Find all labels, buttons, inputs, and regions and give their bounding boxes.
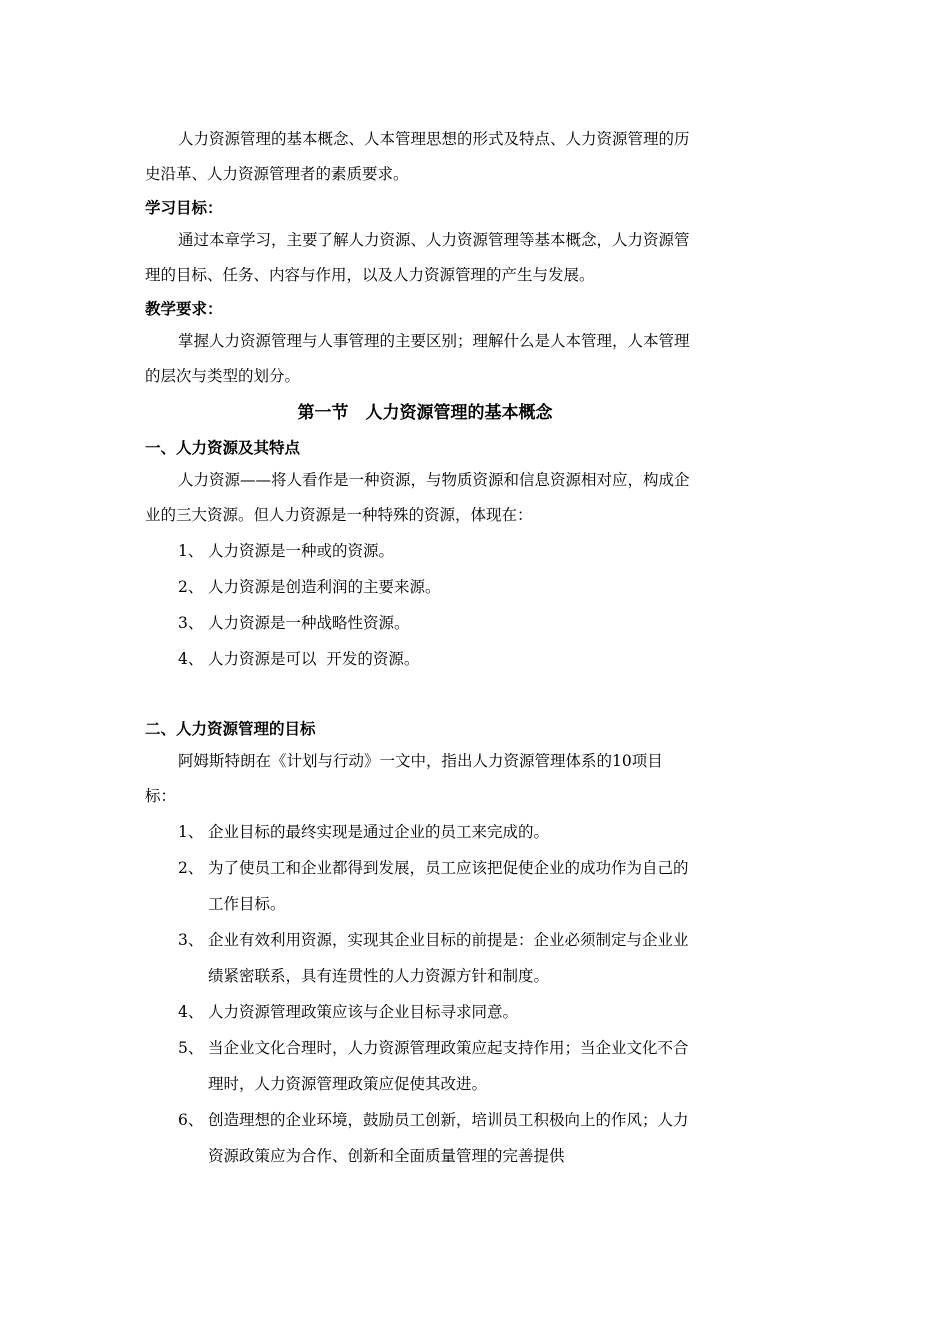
teaching-requirements-text: 掌握人力资源管理与人事管理的主要区别；理解什么是人本管理，人本管理的层次与类型的划分。 bbox=[145, 332, 690, 385]
spacer bbox=[145, 677, 690, 713]
part1-list bbox=[145, 533, 690, 677]
list-item-text: 人力资源是一种战略性资源。 bbox=[208, 614, 410, 632]
list-item-text: 人力资源是创造利润的主要来源。 bbox=[208, 578, 441, 596]
list-item bbox=[145, 1102, 690, 1174]
list-item bbox=[145, 641, 690, 677]
part1-heading: 一、人力资源及其特点 bbox=[145, 438, 301, 457]
learning-goals-heading: 学习目标： bbox=[145, 198, 223, 217]
list-item-number: 5、 bbox=[178, 1039, 204, 1057]
list-item bbox=[145, 569, 690, 605]
list-item bbox=[145, 533, 690, 569]
list-item-number: 4、 bbox=[178, 650, 204, 668]
list-item-number: 2、 bbox=[178, 578, 204, 596]
list-item-text: 人力资源是一种或的资源。 bbox=[208, 542, 395, 560]
list-item-text: 当企业文化合理时，人力资源管理政策应起支持作用；当企业文化不合理时，人力资源管理政策应促使其改进。 bbox=[208, 1039, 689, 1093]
part2-list bbox=[145, 814, 690, 1174]
part1-text: 人力资源——将人看作是一种资源，与物质资源和信息资源相对应，构成企业的三大资源。但人力资源是一种特殊的资源，体现在： bbox=[145, 471, 690, 524]
learning-goals-text: 通过本章学习，主要了解人力资源、人力资源管理等基本概念，人力资源管理的目标、任务、内容与作用，以及人力资源管理的产生与发展。 bbox=[145, 231, 690, 284]
list-item-number: 2、 bbox=[178, 859, 204, 877]
list-item bbox=[145, 605, 690, 641]
document-content bbox=[145, 122, 690, 1174]
list-item bbox=[145, 814, 690, 850]
intro-summary: 人力资源管理的基本概念、人本管理思想的形式及特点、人力资源管理的历史沿革、人力资源管理者的素质要求。 bbox=[145, 130, 690, 183]
list-item bbox=[145, 1030, 690, 1102]
list-item-text: 企业目标的最终实现是通过企业的员工来完成的。 bbox=[208, 823, 550, 841]
list-item bbox=[145, 850, 690, 922]
list-item bbox=[145, 994, 690, 1030]
part2-heading: 二、人力资源管理的目标 bbox=[145, 719, 316, 738]
list-item-number: 6、 bbox=[178, 1111, 204, 1129]
list-item-text: 创造理想的企业环境，鼓励员工创新，培训员工积极向上的作风；人力资源政策应为合作、创新和全面质量管理的完善提供 bbox=[208, 1111, 689, 1165]
list-item-text: 人力资源管理政策应该与企业目标寻求同意。 bbox=[208, 1003, 519, 1021]
teaching-requirements-heading: 教学要求： bbox=[145, 299, 223, 318]
part2-text: 阿姆斯特朗在《计划与行动》一文中，指出人力资源管理体系的10项目标： bbox=[145, 752, 663, 805]
list-item-number: 3、 bbox=[178, 614, 204, 632]
list-item bbox=[145, 922, 690, 994]
list-item-text: 人力资源是可以 开发的资源。 bbox=[208, 650, 420, 668]
section-title: 第一节 人力资源管理的基本概念 bbox=[297, 403, 553, 423]
list-item-number: 1、 bbox=[178, 823, 204, 841]
list-item-text: 为了使员工和企业都得到发展，员工应该把促使企业的成功作为自己的工作目标。 bbox=[208, 859, 689, 913]
list-item-number: 1、 bbox=[178, 542, 204, 560]
list-item-text: 企业有效利用资源，实现其企业目标的前提是：企业必须制定与企业业绩紧密联系，具有连贯性的人力资源方针和制度。 bbox=[208, 931, 689, 985]
list-item-number: 3、 bbox=[178, 931, 204, 949]
list-item-number: 4、 bbox=[178, 1003, 204, 1021]
